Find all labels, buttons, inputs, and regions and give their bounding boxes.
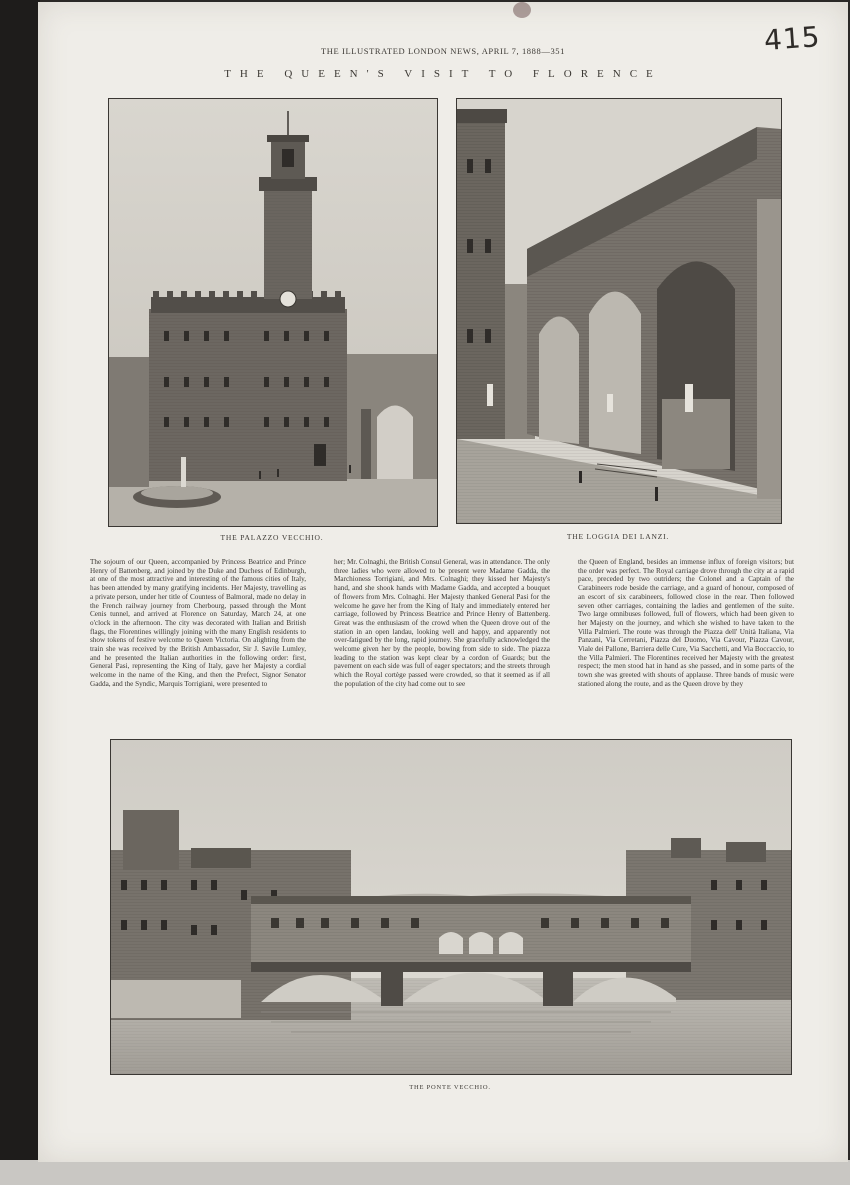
article-column-1: The sojourn of our Queen, accompanied by Princess Beatrice and Prince Henry of Battenberg, and joined by the Duke and Duchess of Edinburgh, at one of the most attractive and interesting of the famous cities of Italy, has been attended by many gratifying incidents. Her Majesty, travelling as a private person, under her title of Countess of Balmoral, made no delay in the French railway journey from Cherbourg, passed through the Mont Cenis tunnel, and arrived at Florence on Saturday, March 24, at one o'clock in the afternoon. The city was decorated with Italian and British flags, the Florentines willingly joining with the many English residents to show tokens of festive welcome to Queen Victoria. On alighting from the train she was received by the British Ambassador, Sir J. Savile Lumley, and he presented the Italian authorities in the following order: first, General Pasi, representing the King of Italy, gave her Majesty a cordial welcome in the name of the King, and then the Prefect, Signor Senator Gadda, and the Syndic, Marquis Torrigiani, were presented to xyxy=(90,558,306,688)
ponte-vecchio-engraving xyxy=(110,739,792,1075)
handwritten-page-number: 415 xyxy=(762,20,822,57)
article-column-3: the Queen of England, besides an immense influx of foreign visitors; but the order was perfect. The Royal carriage drove through the city at a rapid pace, preceded by two outriders; the Colonel and a Captain of the Carabineers rode beside the carriage, and a guard of honour, composed of an escort of six carabineers, followed close in the rear. Then followed seven other carriages, containing the ladies and gentlemen of the suite. Two large omnibuses followed, full of flowers, which had been given to her Majesty on the journey, and which she wished to have taken to the Villa Palmieri. The route was through the Piazza dell' Unità Italiana, Via Panzani, Via Cerretani, Piazza del Duomo, Via Cavour, Piazza Cavour, Viale dei Pallone, Barriera delle Cure, Via Sacchetti, and Via Boccaccio, to the Villa Palmieri. The Florentines received her Majesty with the greatest respect; the men stood hat in hand as she passed, and in some parts of the town she was greeted with shouts of applause. Three bands of music were stationed along the route, and as the Queen drove by they xyxy=(578,558,794,688)
caption-ponte-vecchio: THE PONTE VECCHIO. xyxy=(409,1084,491,1091)
loggia-dei-lanzi-engraving xyxy=(456,98,782,524)
ink-smudge xyxy=(513,2,531,18)
palazzo-vecchio-engraving xyxy=(108,98,438,527)
dark-backdrop xyxy=(0,0,40,1185)
light-backdrop xyxy=(0,1160,850,1185)
caption-loggia-dei-lanzi: THE LOGGIA DEI LANZI. xyxy=(566,532,670,541)
article-column-2: her; Mr. Colnaghi, the British Consul General, was in attendance. The only three ladies who were allowed to be present were Madame Gadda, the Marchioness Torrigiani, and Mrs. Colnaghi; they kissed her Majesty's hand, and she shook hands with Madame Gadda, and accepted a bouquet of flowers from Mrs. Colnaghi. Her Majesty thanked General Pasi for the welcome he gave her from the King of Italy and immediately entered her carriage, followed by Princess Beatrice and Prince Henry of Battenberg. Great was the enthusiasm of the crowd when the Queen drove out of the station in an open landau, looking well and happy, and apparently not over-fatigued by the long, rapid journey. She gracefully acknowledged the welcome given her by the people, bowing from side to side. The piazza leading to the station was kept clear by a cordon of Guards; but the pavement on each side was full of eager spectators; and the streets through which the Royal cortège passed were crowded, so that it seemed as if all the population of the city had come out to see xyxy=(334,558,550,688)
newspaper-page xyxy=(38,2,848,1162)
page-title: THE QUEEN'S VISIT TO FLORENCE xyxy=(224,68,662,80)
caption-palazzo-vecchio: THE PALAZZO VECCHIO. xyxy=(220,533,324,542)
running-head: THE ILLUSTRATED LONDON NEWS, APRIL 7, 1888—351 xyxy=(320,46,566,56)
